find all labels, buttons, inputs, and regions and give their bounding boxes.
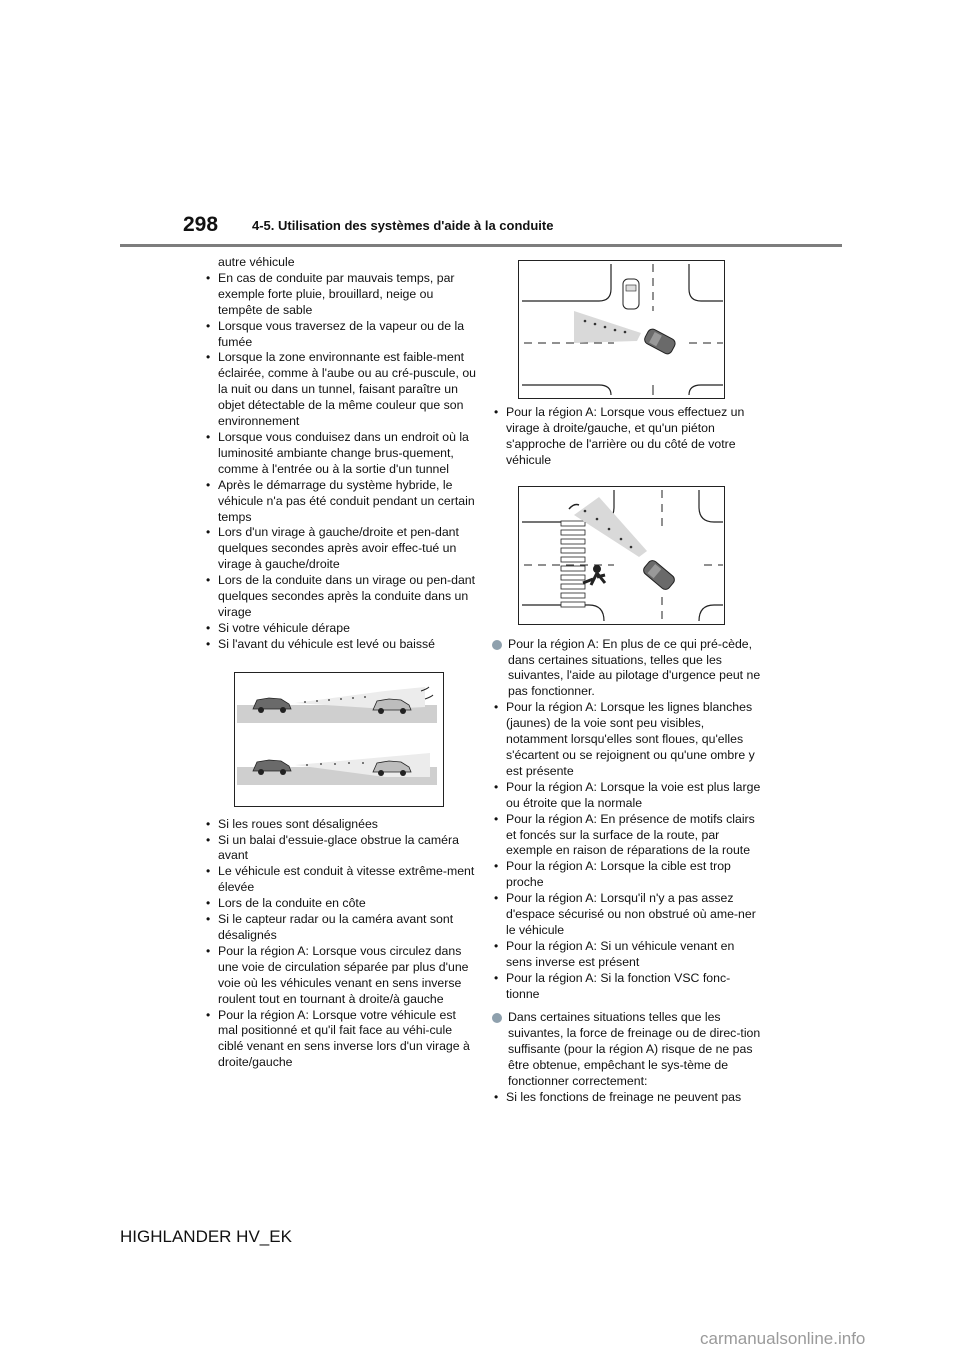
list-item: • Si un balai d'essuie-glace obstrue la caméra avant <box>204 833 476 865</box>
watermark: carmanualsonline.info <box>700 1329 866 1348</box>
list-item: • Si les roues sont désalignées <box>204 817 476 833</box>
list-item: • Le véhicule est conduit à vitesse extrême-ment élevée <box>204 864 476 896</box>
bullet-list-b <box>204 817 476 1072</box>
list-item: • Si votre véhicule dérape <box>204 621 476 637</box>
intersection-turn-drawing <box>519 261 724 398</box>
pedestrian-crossing-drawing <box>519 487 724 624</box>
bullet-list-point2 <box>492 1090 762 1106</box>
point-text: Dans certaines situations telles que les suivantes, la force de freinage ou de direc-tion suffisante (pour la région A) risque de ne pas être obtenue, empêchant le sys-tème de fonctionner correctement: <box>508 1010 761 1089</box>
point-bullet-icon <box>492 640 502 650</box>
illustration-road-cars <box>234 672 444 807</box>
list-item: • Pour la région A: Lorsque votre véhicule est mal positionné et qu'il fait face au véhi-cule ciblé venant en sens inverse lors d'un virage à droite/gauche <box>204 1008 476 1072</box>
bullet-list-intersection <box>492 405 762 469</box>
list-item: • Pour la région A: Lorsque vous circulez dans une voie de circulation séparée par plus d'une voie où les véhicules venant en sens inverse roulent tout en tournant à droite/à gauche <box>204 944 476 1008</box>
point-item <box>492 1010 762 1090</box>
bullet-list-point1 <box>492 700 762 1002</box>
list-item: • Après le démarrage du système hybride, le véhicule n'a pas été conduit pendant un certain temps <box>204 478 476 526</box>
page-number: 298 <box>183 213 219 236</box>
list-item: • Lorsque vous traversez de la vapeur ou de la fumée <box>204 319 476 351</box>
left-column <box>204 255 476 1071</box>
list-item: • Pour la région A: Lorsque les lignes blanches (jaunes) de la voie sont peu visibles, notamment lorsqu'elles sont floues, qu'elles s'écartent ou se rejoignent ou qu'une ombre y est présente <box>492 700 762 780</box>
section-title: 4-5. Utilisation des systèmes d'aide à la conduite <box>252 218 554 233</box>
list-item: • Lorsque vous conduisez dans un endroit où la luminosité ambiante change brus-quement, comme à l'entrée ou à la sortie d'un tunnel <box>204 430 476 478</box>
road-cars-drawing <box>235 673 443 806</box>
illustration-intersection-turn <box>518 260 725 399</box>
list-item: • Pour la région A: En présence de motifs clairs et foncés sur la surface de la route, par exemple en raison de réparations de la route <box>492 812 762 860</box>
list-item: • Si le capteur radar ou la caméra avant sont désalignés <box>204 912 476 944</box>
list-item: • Lorsque la zone environnante est faible-ment éclairée, comme à l'aube ou au cré-puscule, ou la nuit ou dans un tunnel, faisant paraître un objet détectable de la même couleur que son environnement <box>204 350 476 430</box>
list-item: • Lors d'un virage à gauche/droite et pen-dant quelques secondes après avoir effec-tué un virage à gauche/droite <box>204 525 476 573</box>
continued-text: autre véhicule <box>218 255 295 269</box>
list-item: • Pour la région A: Lorsque la voie est plus large ou étroite que la normale <box>492 780 762 812</box>
list-item: • Pour la région A: Lorsque la cible est trop proche <box>492 859 762 891</box>
list-item: • Lors de la conduite en côte <box>204 896 476 912</box>
point-text: Pour la région A: En plus de ce qui pré-cède, dans certaines situations, telles que les suivantes, l'aide au pilotage d'urgence peut ne pas fonctionner. <box>508 636 761 699</box>
vehicle-model: HIGHLANDER HV_EK <box>120 1227 292 1246</box>
list-item: • En cas de conduite par mauvais temps, par exemple forte pluie, brouillard, neige ou tempête de sable <box>204 271 476 319</box>
list-item: • Pour la région A: Lorsque vous effectuez un virage à droite/gauche, et qu'un piéton s'approche de l'arrière ou du côté de votre véhicule <box>492 405 762 469</box>
list-item: • Si les fonctions de freinage ne peuvent pas <box>492 1090 762 1106</box>
point-item <box>492 637 762 701</box>
point-bullet-icon <box>492 1013 502 1023</box>
list-item: • Pour la région A: Si la fonction VSC fonc-tionne <box>492 971 762 1003</box>
list-item: • Pour la région A: Lorsqu'il n'y a pas assez d'espace sécurisé ou non obstrué où ame-ner le véhicule <box>492 891 762 939</box>
bullet-list-a <box>204 271 476 653</box>
illustration-pedestrian-crossing <box>518 486 725 625</box>
list-item: • Pour la région A: Si un véhicule venant en sens inverse est présent <box>492 939 762 971</box>
list-item: • Lors de la conduite dans un virage ou pen-dant quelques secondes après la conduite dans un virage <box>204 573 476 621</box>
header-divider <box>120 244 842 247</box>
right-column <box>492 258 762 1106</box>
list-item: • Si l'avant du véhicule est levé ou baissé <box>204 637 476 653</box>
